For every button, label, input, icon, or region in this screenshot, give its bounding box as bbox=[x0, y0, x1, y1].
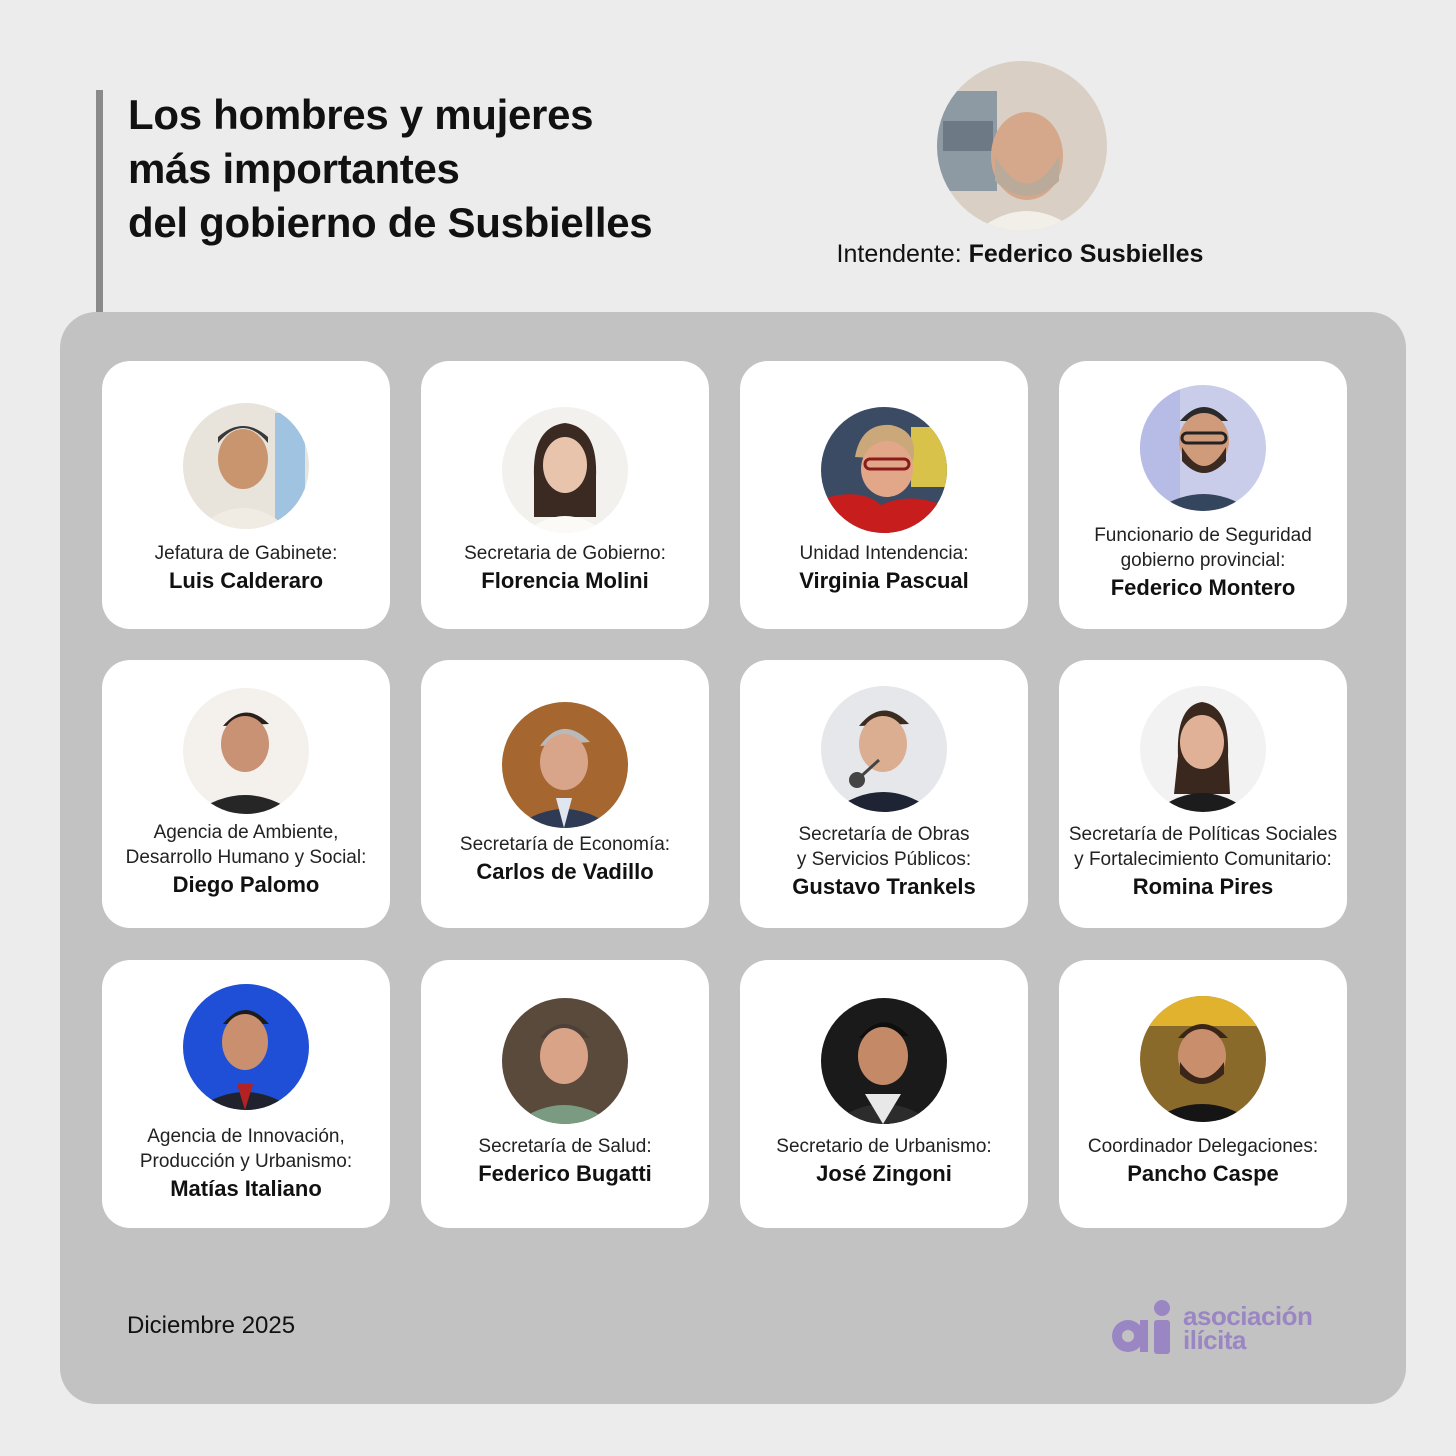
official-name: Carlos de Vadillo bbox=[476, 859, 654, 884]
brand-logo bbox=[1110, 1298, 1360, 1358]
official-role: Secretaría de Políticas Sociales y Fortalecimiento Comunitario: bbox=[1068, 824, 1338, 870]
mayor-caption bbox=[820, 240, 1220, 269]
official-portrait bbox=[821, 686, 947, 812]
official-role: Unidad Intendencia: bbox=[799, 543, 969, 564]
official-name: Matías Italiano bbox=[170, 1176, 322, 1201]
title-line: Los hombres y mujeres bbox=[128, 91, 594, 138]
official-role: Agencia de Innovación, Producción y Urbanismo: bbox=[139, 1126, 353, 1172]
official-portrait bbox=[1140, 385, 1266, 511]
official-name: José Zingoni bbox=[816, 1161, 952, 1186]
official-card bbox=[102, 960, 390, 1228]
official-portrait bbox=[183, 403, 309, 529]
official-portrait bbox=[502, 407, 628, 533]
title-line: del gobierno de Susbielles bbox=[128, 199, 653, 246]
official-name: Romina Pires bbox=[1132, 874, 1274, 899]
official-portrait bbox=[183, 984, 309, 1110]
official-name: Luis Calderaro bbox=[168, 568, 324, 593]
publication-date: Diciembre 2025 bbox=[127, 1312, 296, 1339]
official-name: Virginia Pascual bbox=[799, 568, 969, 593]
official-card bbox=[1059, 960, 1347, 1228]
official-name: Federico Montero bbox=[1110, 575, 1296, 600]
official-name: Diego Palomo bbox=[172, 872, 320, 897]
brand-logo-mark-icon bbox=[1110, 1298, 1176, 1358]
official-role: Coordinador Delegaciones: bbox=[1087, 1136, 1319, 1157]
official-portrait bbox=[502, 702, 628, 828]
official-role: Secretaría de Salud: bbox=[478, 1136, 652, 1157]
mayor-portrait bbox=[937, 61, 1107, 231]
official-name: Federico Bugatti bbox=[478, 1161, 652, 1186]
title-accent-bar bbox=[96, 90, 103, 312]
official-role: Secretaría de Obras y Servicios Públicos: bbox=[796, 824, 972, 870]
official-name: Florencia Molini bbox=[481, 568, 649, 593]
official-card bbox=[740, 660, 1028, 928]
official-portrait bbox=[183, 688, 309, 814]
official-portrait bbox=[821, 998, 947, 1124]
page-title bbox=[128, 88, 768, 250]
title-line: más importantes bbox=[128, 145, 460, 192]
official-card bbox=[102, 660, 390, 928]
official-card bbox=[421, 960, 709, 1228]
official-role: Jefatura de Gabinete: bbox=[154, 543, 338, 564]
official-name: Gustavo Trankels bbox=[792, 874, 976, 899]
mayor-name: Federico Susbielles bbox=[968, 240, 1204, 268]
official-card bbox=[1059, 660, 1347, 928]
official-role: Secretario de Urbanismo: bbox=[776, 1136, 992, 1157]
official-role: Funcionario de Seguridad gobierno provincial: bbox=[1094, 525, 1312, 571]
official-card bbox=[740, 960, 1028, 1228]
official-portrait bbox=[821, 407, 947, 533]
official-portrait bbox=[1140, 686, 1266, 812]
brand-logo-text: asociación ilícita bbox=[1183, 1301, 1313, 1355]
official-card bbox=[421, 361, 709, 629]
official-role: Secretaria de Gobierno: bbox=[464, 543, 666, 564]
official-role: Secretaría de Economía: bbox=[459, 834, 671, 855]
official-role: Agencia de Ambiente, Desarrollo Humano y Social: bbox=[125, 822, 367, 868]
official-card bbox=[421, 660, 709, 928]
official-card bbox=[102, 361, 390, 629]
official-portrait bbox=[502, 998, 628, 1124]
official-card bbox=[740, 361, 1028, 629]
mayor-role: Intendente: bbox=[836, 240, 962, 268]
official-portrait bbox=[1140, 996, 1266, 1122]
official-name: Pancho Caspe bbox=[1127, 1161, 1279, 1186]
official-card bbox=[1059, 361, 1347, 629]
